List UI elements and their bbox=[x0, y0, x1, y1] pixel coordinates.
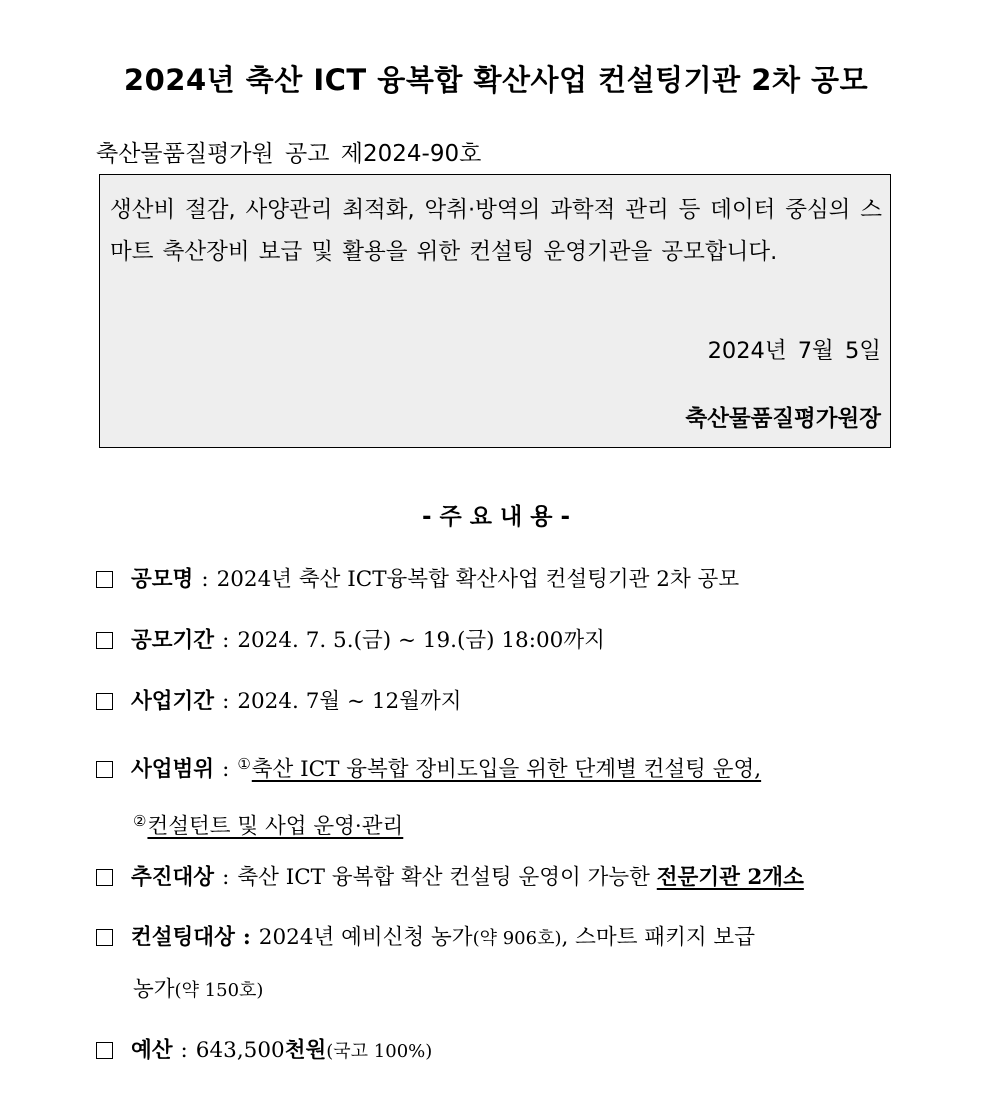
checkbox-icon bbox=[96, 929, 113, 946]
item-label: 컨설팅대상 bbox=[131, 925, 235, 950]
item-separator: : bbox=[222, 757, 230, 782]
item-value: 2024년 축산 ICT융복합 확산사업 컨설팅기관 2차 공모 bbox=[216, 567, 740, 592]
item-separator: : bbox=[242, 925, 251, 950]
item-label: 공모기간 bbox=[131, 628, 215, 653]
item-highlight: 전문기관 2개소 bbox=[656, 865, 804, 890]
circled-number-2: ② bbox=[133, 812, 147, 830]
item-value-continued: 농가 bbox=[133, 977, 175, 1002]
item-value: 643,500 bbox=[195, 1038, 285, 1063]
section-heading: - 주 요 내 용 - bbox=[421, 504, 570, 530]
checkbox-icon bbox=[96, 869, 113, 886]
item-label: 공모명 bbox=[131, 567, 194, 592]
item-unit: 천원 bbox=[284, 1038, 327, 1063]
item-separator: : bbox=[222, 628, 230, 653]
item-separator: : bbox=[222, 865, 230, 890]
item-target bbox=[96, 852, 896, 904]
item-value: 2024. 7. 5.(금) ~ 19.(금) 18:00까지 bbox=[237, 628, 605, 653]
notice-number: 축산물품질평가원 공고 제2024-90호 bbox=[96, 141, 482, 167]
item-value-note: (약 150호) bbox=[174, 980, 264, 1001]
item-label: 사업기간 bbox=[131, 689, 215, 714]
notice-signature: 축산물품질평가원장 bbox=[685, 406, 881, 432]
item-label: 추진대상 bbox=[131, 865, 215, 890]
checkbox-icon bbox=[96, 571, 113, 588]
item-value: 2024. 7월 ~ 12월까지 bbox=[237, 689, 462, 714]
item-separator: : bbox=[201, 567, 209, 592]
item-value-note: (약 906호) bbox=[472, 928, 562, 949]
item-label: 예산 bbox=[131, 1038, 173, 1063]
item-project-period bbox=[96, 676, 896, 728]
checkbox-icon bbox=[96, 693, 113, 710]
item-value: 축산 ICT 융복합 장비도입을 위한 단계별 컨설팅 운영, bbox=[251, 757, 762, 782]
item-value: , 스마트 패키지 보급 bbox=[561, 925, 755, 950]
checkbox-icon bbox=[96, 761, 113, 778]
checkbox-icon bbox=[96, 1042, 113, 1059]
item-separator: : bbox=[222, 689, 230, 714]
item-contest-name bbox=[96, 554, 896, 606]
item-value: 축산 ICT 융복합 확산 컨설팅 운영이 가능한 bbox=[237, 865, 650, 890]
item-consulting-target bbox=[96, 912, 896, 1017]
circled-number-1: ① bbox=[237, 755, 251, 773]
item-label: 사업범위 bbox=[131, 757, 215, 782]
item-value: 2024년 예비신청 농가 bbox=[258, 925, 473, 950]
notice-summary-text: 생산비 절감, 사양관리 최적화, 악취·방역의 과학적 관리 등 데이터 중심의 스마트 축산장비 보급 및 활용을 위한 컨설팅 운영기관을 공모합니다. bbox=[110, 197, 882, 265]
item-budget bbox=[96, 1025, 896, 1078]
notice-summary-box bbox=[99, 174, 891, 448]
item-value-continued: 컨설턴트 및 사업 운영·관리 bbox=[147, 814, 404, 839]
item-value-note: (국고 100%) bbox=[326, 1041, 433, 1062]
notice-date: 2024년 7월 5일 bbox=[707, 338, 881, 364]
checkbox-icon bbox=[96, 632, 113, 649]
item-contest-period bbox=[96, 615, 896, 667]
page-title: 2024년 축산 ICT 융복합 확산사업 컨설팅기관 2차 공모 bbox=[123, 63, 869, 97]
item-separator: : bbox=[180, 1038, 188, 1063]
item-project-scope bbox=[96, 738, 896, 853]
